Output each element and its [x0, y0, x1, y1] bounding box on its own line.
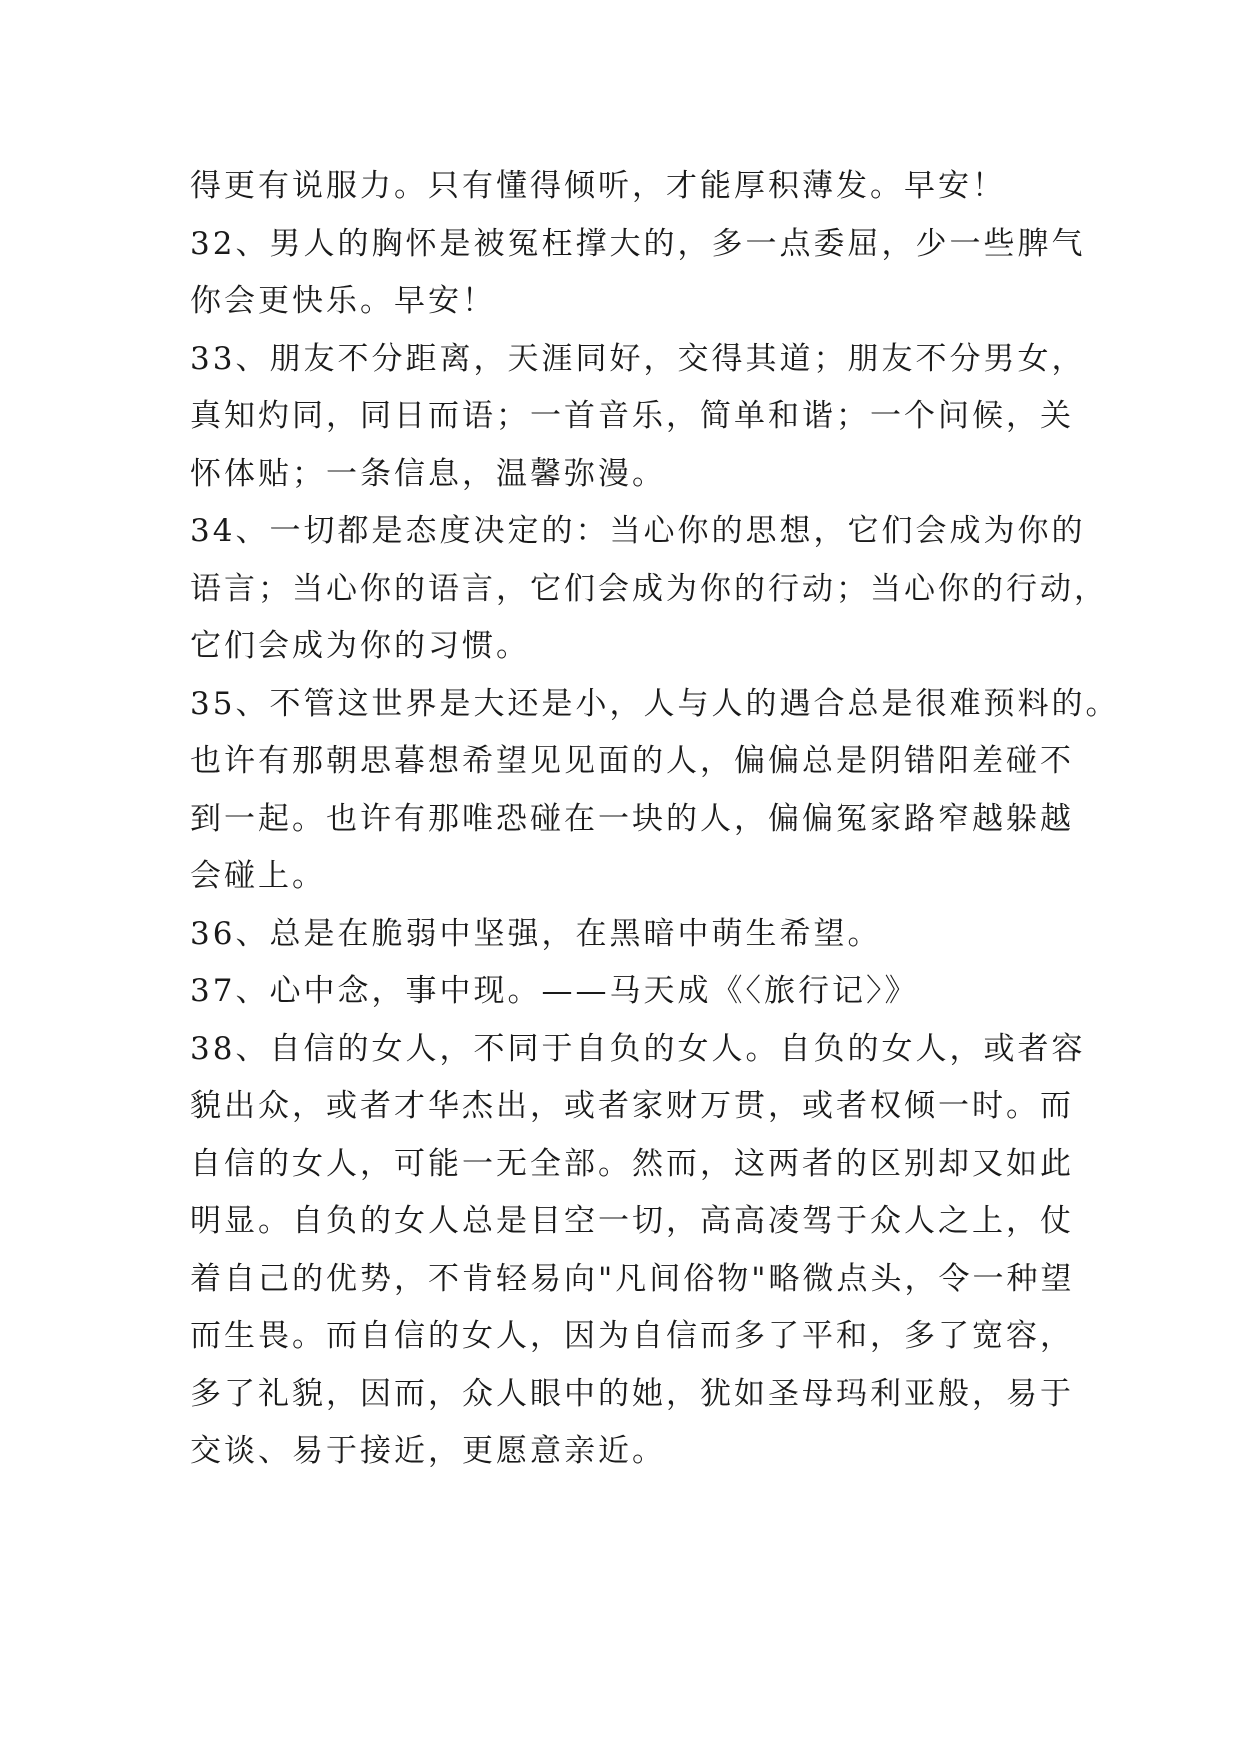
text-line: 33、朋友不分距离，天涯同好，交得其道；朋友不分男女，	[190, 340, 1086, 377]
text-line: 自信的女人，可能一无全部。然而，这两者的区别却又如此	[190, 1145, 1074, 1182]
text-line: 多了礼貌，因而，众人眼中的她，犹如圣母玛利亚般，易于	[190, 1375, 1074, 1412]
text-line: 怀体贴；一条信息，温馨弥漫。	[190, 455, 666, 492]
text-line: 34、一切都是态度决定的：当心你的思想，它们会成为你的	[190, 513, 1086, 549]
text-line: 貌出众，或者才华杰出，或者家财万贯，或者权倾一时。而	[190, 1088, 1074, 1124]
text-line: 语言；当心你的语言，它们会成为你的行动；当心你的行动，	[190, 570, 1108, 607]
text-line: 得更有说服力。只有懂得倾听，才能厚积薄发。早安！	[190, 168, 1006, 204]
text-line: 38、自信的女人，不同于自负的女人。自负的女人，或者容	[190, 1030, 1086, 1067]
text-line: 真知灼同，同日而语；一首音乐，简单和谐；一个问候，关	[190, 398, 1074, 434]
text-line: 也许有那朝思暮想希望见见面的人，偏偏总是阴错阳差碰不	[190, 743, 1074, 779]
document-body	[190, 158, 1120, 1481]
text-line: 而生畏。而自信的女人，因为自信而多了平和，多了宽容，	[190, 1318, 1074, 1354]
text-line: 36、总是在脆弱中坚强，在黑暗中萌生希望。	[190, 915, 882, 952]
text-line: 37、心中念，事中现。——马天成《〈旅行记〉》	[190, 973, 919, 1009]
text-line: 交谈、易于接近，更愿意亲近。	[190, 1433, 666, 1469]
text-line: 你会更快乐。早安！	[190, 283, 496, 319]
text-line: 到一起。也许有那唯恐碰在一块的人，偏偏冤家路窄越躲越	[190, 800, 1074, 837]
text-line: 35、不管这世界是大还是小，人与人的遇合总是很难预料的。	[190, 685, 1120, 722]
text-line: 着自己的优势，不肯轻易向"凡间俗物"略微点头，令一种望	[190, 1260, 1075, 1297]
text-line: 它们会成为你的习惯。	[190, 628, 530, 664]
text-line: 32、男人的胸怀是被冤枉撑大的，多一点委屈，少一些脾气	[190, 225, 1086, 262]
text-line: 会碰上。	[190, 858, 326, 894]
text-line: 明显。自负的女人总是目空一切，高高凌驾于众人之上，仗	[190, 1203, 1074, 1239]
